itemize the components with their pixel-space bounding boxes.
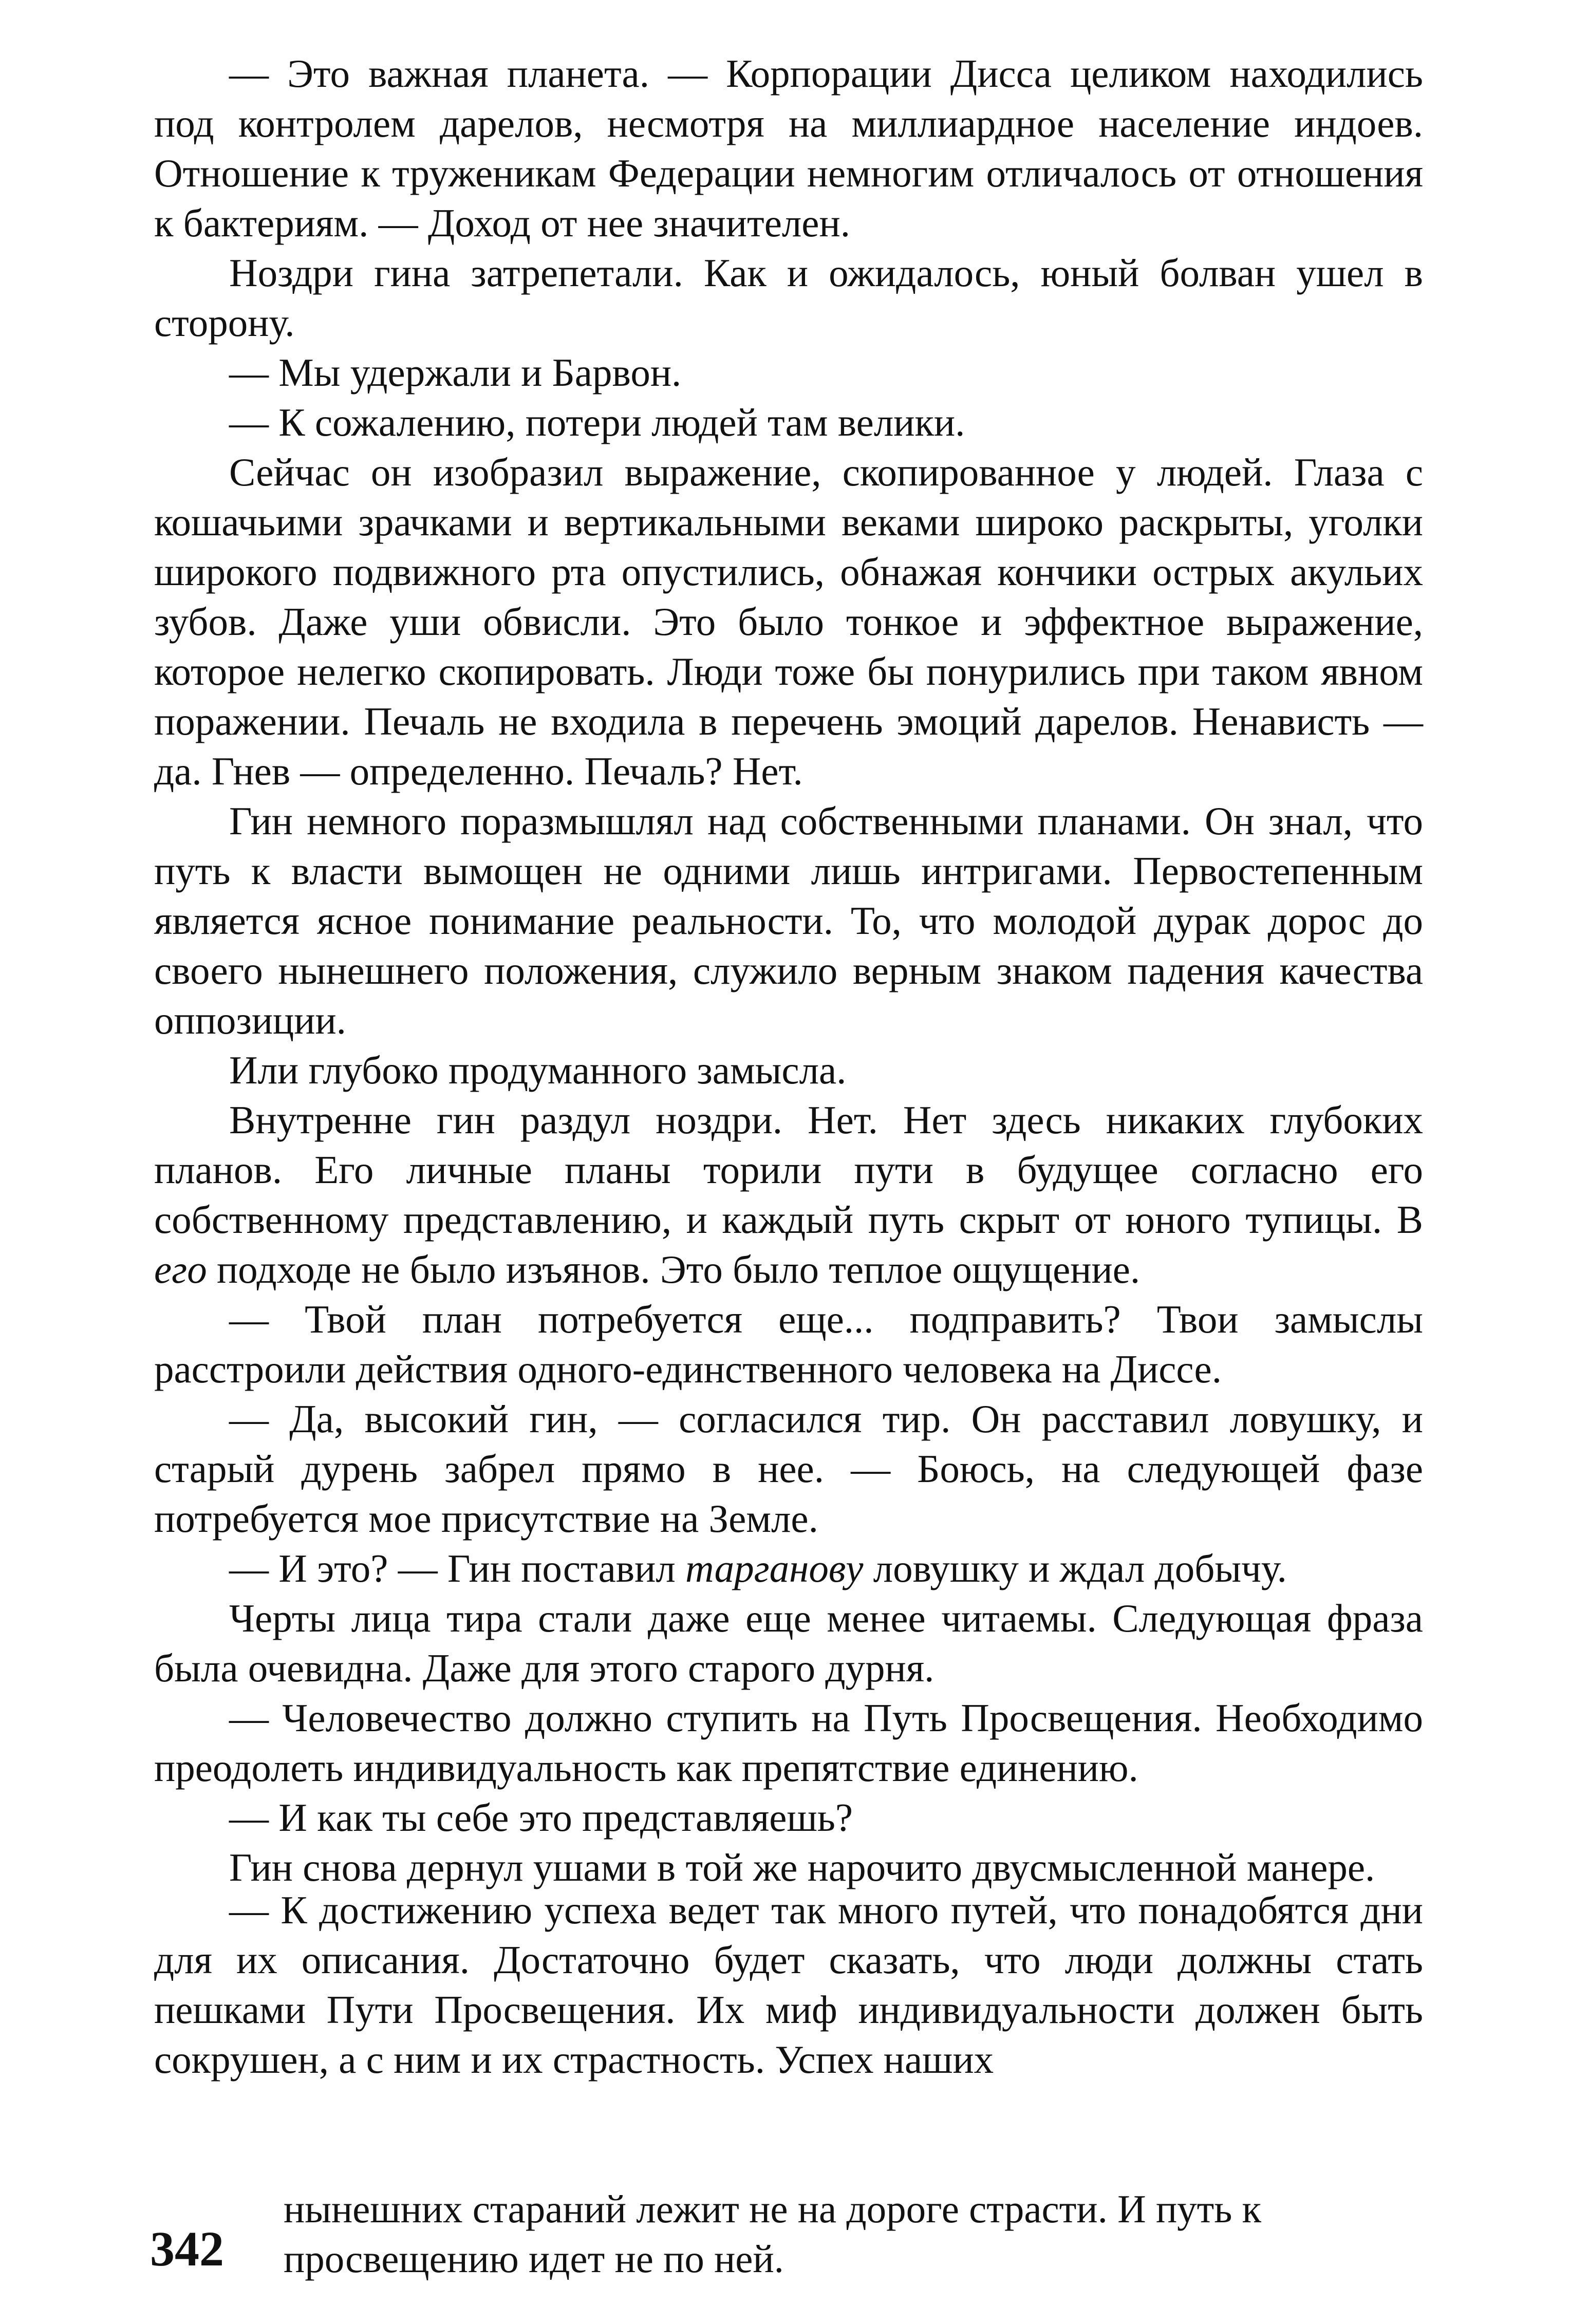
- paragraph: Сейчас он изобразил выражение, скопированное у людей. Глаза с кошачьими зрачками и вертикальными веками широко раскрыты, уголки широкого подвижного рта опустились, обнажая кончики острых акульих зубов. Даже уши обвисли. Это было тонкое и эффектное выражение, которое нелегко скопировать. Люди тоже бы понурились при таком явном поражении. Печаль не входила в перечень эмоций дарелов. Ненависть — да. Гнев — определенно. Печаль? Нет.: [154, 450, 1423, 793]
- paragraph: Черты лица тира стали даже еще менее читаемы. Следующая фраза была очевидна. Даже для этого старого дурня.: [154, 1596, 1423, 1690]
- paragraph-text: — И это? — Гин поставил: [229, 1546, 686, 1590]
- emphasized-word: его: [154, 1247, 207, 1291]
- paragraph: Гин снова дернул ушами в той же нарочито двусмысленной манере.: [229, 1845, 1375, 1889]
- paragraph: Гин немного поразмышлял над собственными планами. Он знал, что путь к власти вымощен не одними лишь интригами. Первостепенным является ясное понимание реальности. То, что молодой дурак дорос до своего нынешнего положения, служило верным знаком падения качества оппозиции.: [154, 799, 1423, 1042]
- emphasized-word: тарганову: [685, 1546, 864, 1590]
- paragraph: — К сожалению, потери людей там велики.: [229, 400, 965, 444]
- body-text: [154, 49, 1423, 1892]
- paragraph-text: подходе не было изъянов. Это было теплое ощущение.: [207, 1247, 1141, 1291]
- paragraph-text: ловушку и ждал добычу.: [863, 1546, 1287, 1590]
- final-paragraph-tail: [284, 2184, 1423, 2284]
- paragraph: Ноздри гина затрепетали. Как и ожидалось, юный болван ушел в сторону.: [154, 251, 1423, 345]
- paragraph: — Твой план потребуется еще... подправить? Твои замыслы расстроили действия одного-единственного человека на Диссе.: [154, 1297, 1423, 1391]
- paragraph-text: Внутренне гин раздул ноздри. Нет. Нет здесь никаких глубоких планов. Его личные планы торили пути в будущее согласно его собственному представлению, и каждый путь скрыт от юного тупицы. В: [154, 1098, 1423, 1242]
- paragraph: — Да, высокий гин, — согласился тир. Он расставил ловушку, и старый дурень забрел прямо в нее. — Боюсь, на следующей фазе потребуется мое присутствие на Земле.: [154, 1397, 1423, 1541]
- paragraph: — К достижению успеха ведет так много путей, что понадобятся дни для их описания. Достаточно будет сказать, что люди должны стать пешками Пути Просвещения. Их миф индивидуальности должен быть сокрушен, а с ним и их страстность. Успех наших: [154, 1888, 1423, 2082]
- paragraph-with-emphasis: [154, 1095, 1423, 1295]
- tail-line: нынешних стараний лежит не на дороге страсти. И путь к: [284, 2187, 1262, 2231]
- paragraph: — И как ты себе это представляешь?: [229, 1795, 853, 1840]
- page-number: 342: [150, 2221, 224, 2276]
- paragraph: — Мы удержали и Барвон.: [229, 350, 682, 395]
- paragraph: — Это важная планета. — Корпорации Дисса целиком находились под контролем дарелов, несмотря на миллиардное население индоев. Отношение к труженикам Федерации немногим отличалось от отношения к бактериям. — Доход от нее значителен.: [154, 51, 1423, 245]
- paragraph: — Человечество должно ступить на Путь Просвещения. Необходимо преодолеть индивидуальность как препятствие единению.: [154, 1696, 1423, 1790]
- paragraph: Или глубоко продуманного замысла.: [229, 1048, 847, 1092]
- final-paragraph: [154, 1885, 1423, 2085]
- tail-line: просвещению идет не по ней.: [284, 2237, 784, 2281]
- paragraph-with-emphasis: [154, 1544, 1423, 1594]
